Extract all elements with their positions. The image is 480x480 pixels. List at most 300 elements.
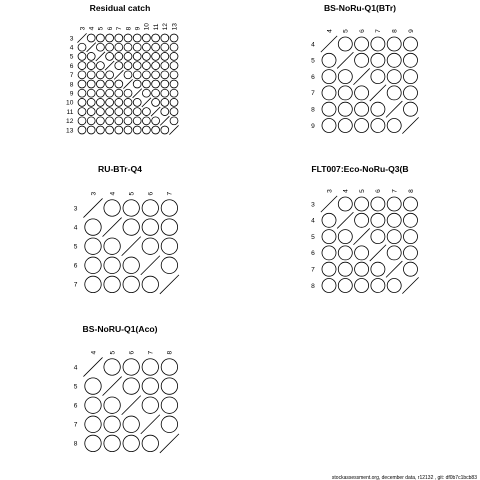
correlation-bubble — [371, 53, 385, 67]
correlation-bubble — [403, 70, 417, 84]
correlation-bubble — [403, 53, 417, 67]
correlation-bubble — [152, 34, 160, 42]
correlation-bubble — [124, 52, 132, 60]
correlation-bubble — [124, 117, 132, 125]
correlation-bubble — [152, 43, 160, 51]
x-tick-label: 7 — [391, 189, 399, 193]
correlation-bubble — [87, 52, 95, 60]
correlation-bubble — [355, 278, 369, 292]
correlation-bubble — [85, 238, 101, 254]
x-tick-label: 5 — [128, 191, 136, 196]
panel-bs-noru-q1-aco — [74, 324, 179, 453]
correlation-bubble — [96, 80, 104, 88]
correlation-bubble — [106, 126, 114, 134]
correlation-bubble — [161, 98, 169, 106]
correlation-bubble — [338, 102, 352, 116]
y-tick-label: 6 — [311, 250, 315, 258]
correlation-bubble — [115, 108, 123, 116]
correlation-bubble — [124, 98, 132, 106]
y-tick-label: 6 — [69, 62, 74, 70]
correlation-bubble — [403, 37, 417, 51]
correlation-bubble — [322, 213, 336, 227]
correlation-bubble — [322, 262, 336, 276]
x-tick-label: 4 — [342, 189, 350, 193]
correlation-bubble — [133, 34, 141, 42]
y-tick-label: 7 — [73, 281, 78, 289]
y-tick-label: 13 — [66, 127, 74, 135]
correlation-bubble — [161, 71, 169, 79]
correlation-bubble — [142, 62, 150, 70]
correlation-bubble — [355, 37, 369, 51]
y-tick-label: 12 — [66, 118, 74, 126]
correlation-bubble — [142, 117, 150, 125]
correlation-bubble — [403, 197, 417, 211]
correlation-bubble — [133, 117, 141, 125]
correlation-bubble — [96, 117, 104, 125]
correlation-bubble — [355, 86, 369, 100]
correlation-bubble — [142, 359, 158, 375]
diagonal-line — [402, 117, 418, 133]
correlation-bubble — [152, 98, 160, 106]
correlation-bubble — [115, 98, 123, 106]
correlation-bubble — [96, 43, 104, 51]
correlation-bubble — [161, 108, 169, 116]
correlation-bubble — [104, 435, 120, 451]
panel-title: BS-NoRu-Q1(BTr) — [323, 3, 397, 13]
x-tick-label: 10 — [143, 23, 151, 31]
correlation-bubble — [161, 238, 177, 254]
correlation-bubble — [115, 34, 123, 42]
diagonal-line — [142, 98, 151, 107]
correlation-bubble — [85, 416, 101, 432]
diagonal-line — [337, 52, 353, 68]
correlation-bubble — [387, 246, 401, 260]
correlation-bubble — [78, 71, 86, 79]
x-tick-label: 7 — [116, 26, 124, 31]
correlation-bubble — [322, 230, 336, 244]
correlation-bubble — [322, 278, 336, 292]
correlation-bubble — [387, 37, 401, 51]
correlation-bubble — [115, 62, 123, 70]
correlation-bubble — [338, 278, 352, 292]
panel-title: RU-BTr-Q4 — [98, 164, 142, 174]
correlation-bubble — [322, 118, 336, 132]
correlation-bubble — [161, 52, 169, 60]
correlation-bubble — [96, 34, 104, 42]
correlation-bubble — [78, 52, 86, 60]
correlation-bubble — [85, 397, 101, 413]
correlation-bubble — [161, 219, 177, 235]
correlation-bubble — [106, 80, 114, 88]
correlation-bubble — [152, 80, 160, 88]
correlation-bubble — [338, 37, 352, 51]
correlation-bubble — [403, 262, 417, 276]
correlation-bubble — [152, 89, 160, 97]
correlation-bubble — [87, 108, 95, 116]
x-tick-label: 4 — [88, 26, 96, 31]
correlation-bubble — [403, 86, 417, 100]
correlation-bubble — [104, 397, 120, 413]
y-tick-label: 4 — [311, 41, 315, 49]
x-tick-label: 7 — [166, 191, 174, 196]
y-tick-label: 8 — [73, 440, 78, 448]
correlation-bubble — [322, 86, 336, 100]
x-tick-label: 9 — [134, 26, 142, 31]
x-tick-label: 13 — [171, 23, 179, 31]
x-tick-label: 5 — [342, 29, 350, 33]
diagonal-line — [353, 228, 369, 244]
correlation-bubble — [152, 126, 160, 134]
correlation-bubble — [96, 71, 104, 79]
diagonal-line — [123, 79, 132, 88]
y-tick-label: 4 — [73, 364, 78, 372]
correlation-bubble — [104, 200, 120, 216]
correlation-bubble — [104, 416, 120, 432]
x-tick-label: 4 — [326, 29, 334, 33]
y-tick-label: 8 — [69, 81, 74, 89]
diagonal-line — [370, 245, 386, 261]
correlation-bubble — [78, 80, 86, 88]
correlation-bubble — [106, 98, 114, 106]
diagonal-line — [321, 36, 337, 52]
correlation-bubble — [161, 62, 169, 70]
y-tick-label: 5 — [311, 233, 315, 241]
x-tick-label: 8 — [391, 29, 399, 33]
y-tick-label: 3 — [73, 205, 78, 213]
correlation-bubble — [322, 70, 336, 84]
y-tick-label: 8 — [311, 282, 315, 290]
correlation-bubble — [106, 52, 114, 60]
correlation-bubble — [87, 89, 95, 97]
correlation-bubble — [96, 126, 104, 134]
diagonal-line — [160, 434, 179, 453]
panel-title: BS-NoRU-Q1(Aco) — [82, 324, 158, 334]
correlation-bubble — [170, 89, 178, 97]
correlation-bubble — [355, 102, 369, 116]
correlation-bubble — [161, 397, 177, 413]
x-tick-label: 5 — [358, 189, 366, 193]
y-tick-label: 5 — [311, 57, 315, 65]
correlation-bubble — [142, 219, 158, 235]
x-tick-label: 6 — [375, 189, 383, 193]
correlation-bubble — [133, 62, 141, 70]
correlation-bubble — [106, 34, 114, 42]
correlation-bubble — [115, 80, 123, 88]
correlation-bubble — [78, 108, 86, 116]
diagonal-line — [321, 196, 337, 212]
correlation-bubble — [355, 246, 369, 260]
correlation-bubble — [161, 200, 177, 216]
diagonal-line — [103, 218, 122, 237]
x-tick-label: 8 — [407, 189, 415, 193]
correlation-bubble — [338, 230, 352, 244]
correlation-bubble — [96, 62, 104, 70]
correlation-bubble — [78, 126, 86, 134]
y-tick-label: 6 — [73, 402, 78, 410]
correlation-bubble — [142, 34, 150, 42]
x-tick-label: 3 — [90, 191, 98, 196]
correlation-bubble — [170, 43, 178, 51]
correlation-bubble — [403, 102, 417, 116]
x-tick-label: 3 — [79, 26, 87, 31]
x-tick-label: 5 — [109, 350, 117, 355]
correlation-bubble — [161, 80, 169, 88]
correlation-bubble — [338, 197, 352, 211]
correlation-bubble — [322, 102, 336, 116]
correlation-bubble — [133, 71, 141, 79]
y-tick-label: 3 — [69, 35, 74, 43]
correlation-bubble — [87, 80, 95, 88]
x-tick-label: 5 — [97, 26, 105, 31]
y-tick-label: 10 — [66, 99, 74, 107]
correlation-bubble — [124, 126, 132, 134]
x-tick-label: 8 — [166, 350, 174, 355]
diagonal-line — [83, 357, 102, 376]
correlation-bubble — [387, 70, 401, 84]
correlation-bubble — [355, 118, 369, 132]
correlation-bubble — [371, 102, 385, 116]
y-tick-label: 11 — [66, 108, 74, 116]
y-tick-label: 6 — [73, 262, 78, 270]
panel-title: FLT007:Eco-NoRu-Q3(B — [311, 164, 409, 174]
correlation-bubble — [123, 416, 139, 432]
panel-title: Residual catch — [89, 3, 151, 13]
y-tick-label: 8 — [311, 106, 315, 114]
correlation-bubble — [87, 126, 95, 134]
correlation-bubble — [371, 70, 385, 84]
correlation-bubble — [142, 71, 150, 79]
correlation-bubble — [161, 378, 177, 394]
correlation-bubble — [371, 278, 385, 292]
correlation-bubble — [124, 34, 132, 42]
correlation-bubble — [152, 71, 160, 79]
diagonal-line — [402, 277, 418, 293]
diagonal-line — [87, 43, 96, 52]
correlation-bubble — [124, 43, 132, 51]
x-tick-label: 8 — [125, 26, 133, 31]
correlation-bubble — [161, 126, 169, 134]
correlation-bubble — [104, 238, 120, 254]
correlation-bubble — [371, 118, 385, 132]
correlation-bubble — [142, 52, 150, 60]
x-tick-label: 6 — [106, 26, 114, 31]
y-tick-label: 4 — [311, 217, 315, 225]
correlation-bubble — [124, 71, 132, 79]
correlation-bubble — [403, 230, 417, 244]
diagonal-line — [122, 237, 141, 256]
diagonal-line — [77, 33, 86, 42]
correlation-bubble — [123, 219, 139, 235]
correlation-bubble — [142, 80, 150, 88]
correlation-bubble — [133, 108, 141, 116]
correlation-bubble — [338, 70, 352, 84]
correlation-bubble — [133, 80, 141, 88]
correlation-bubble — [123, 359, 139, 375]
correlation-bubble — [355, 262, 369, 276]
correlation-bubble — [161, 34, 169, 42]
correlation-bubble — [142, 89, 150, 97]
x-tick-label: 12 — [162, 23, 170, 31]
correlation-bubble — [152, 62, 160, 70]
diagonal-line — [386, 101, 402, 117]
correlation-bubble — [371, 262, 385, 276]
x-tick-label: 3 — [326, 189, 334, 193]
correlation-bubble — [115, 117, 123, 125]
correlation-bubble — [170, 108, 178, 116]
correlation-bubble — [170, 52, 178, 60]
correlation-bubble — [170, 62, 178, 70]
panel-residual-catch — [66, 3, 179, 135]
diagonal-line — [151, 107, 160, 116]
x-tick-label: 4 — [90, 350, 98, 355]
correlation-bubble — [96, 98, 104, 106]
y-tick-label: 3 — [311, 201, 315, 209]
diagonal-line — [122, 396, 141, 415]
correlation-bubble — [78, 98, 86, 106]
correlation-bubble — [133, 43, 141, 51]
correlation-bubble — [161, 359, 177, 375]
correlation-bubble — [170, 117, 178, 125]
correlation-bubble — [387, 118, 401, 132]
correlation-bubble — [115, 43, 123, 51]
diagonal-line — [386, 261, 402, 277]
correlation-bubble — [170, 80, 178, 88]
diagonal-line — [353, 68, 369, 84]
correlation-bubble — [106, 108, 114, 116]
correlation-bubble — [104, 257, 120, 273]
correlation-bubble — [106, 71, 114, 79]
correlation-bubble — [115, 126, 123, 134]
correlation-bubble — [133, 98, 141, 106]
x-tick-label: 6 — [358, 29, 366, 33]
y-tick-label: 7 — [73, 421, 78, 429]
correlation-bubble — [85, 378, 101, 394]
y-tick-label: 7 — [311, 90, 315, 98]
panel-flt007-eco-noru-q3 — [311, 164, 418, 294]
correlation-bubble — [133, 52, 141, 60]
correlation-bubble — [85, 276, 101, 292]
correlation-bubble — [152, 52, 160, 60]
correlation-bubble — [96, 108, 104, 116]
correlation-bubble — [87, 71, 95, 79]
correlation-bubble — [142, 200, 158, 216]
panel-ru-btr-q4 — [74, 164, 179, 294]
panel-bs-noru-q1-btr — [311, 3, 418, 134]
diagonal-line — [370, 85, 386, 101]
y-tick-label: 5 — [73, 383, 78, 391]
correlation-bubble — [338, 118, 352, 132]
correlation-bubble — [387, 53, 401, 67]
y-tick-label: 7 — [311, 266, 315, 274]
y-tick-label: 4 — [73, 224, 78, 232]
correlation-bubble — [152, 117, 160, 125]
correlation-bubble — [170, 98, 178, 106]
correlation-bubble — [124, 89, 132, 97]
correlation-bubble — [96, 89, 104, 97]
correlation-bubble — [78, 62, 86, 70]
correlation-bubble — [387, 278, 401, 292]
correlation-bubble — [115, 89, 123, 97]
correlation-bubble — [123, 435, 139, 451]
correlation-bubble — [124, 108, 132, 116]
x-tick-label: 11 — [152, 23, 160, 31]
correlation-bubble — [142, 238, 158, 254]
correlation-bubble — [142, 435, 158, 451]
correlation-bubble — [161, 257, 177, 273]
correlation-bubble — [387, 230, 401, 244]
correlation-bubble — [161, 43, 169, 51]
correlation-bubble — [106, 43, 114, 51]
correlation-bubble — [123, 276, 139, 292]
correlation-bubble — [104, 359, 120, 375]
correlation-bubble — [371, 230, 385, 244]
correlation-bubble — [133, 126, 141, 134]
y-tick-label: 6 — [311, 73, 315, 81]
diagonal-line — [96, 52, 105, 61]
diagonal-line — [160, 116, 169, 125]
correlation-bubble — [78, 117, 86, 125]
correlation-bubble — [115, 52, 123, 60]
diagonal-line — [141, 415, 160, 434]
correlation-bubble — [355, 197, 369, 211]
correlation-bubble — [123, 378, 139, 394]
correlation-bubble — [124, 62, 132, 70]
x-tick-label: 4 — [109, 191, 117, 196]
correlation-bubble — [338, 86, 352, 100]
y-tick-label: 7 — [69, 72, 74, 80]
correlation-bubble — [387, 197, 401, 211]
correlation-bubble — [78, 89, 86, 97]
x-tick-label: 7 — [147, 350, 155, 355]
correlation-bubble — [106, 117, 114, 125]
diagonal-line — [141, 256, 160, 275]
correlation-bubble — [322, 53, 336, 67]
correlation-bubble — [123, 200, 139, 216]
y-tick-label: 9 — [69, 90, 74, 98]
correlation-bubble — [87, 34, 95, 42]
correlation-bubble — [142, 126, 150, 134]
correlation-bubble — [371, 197, 385, 211]
y-tick-label: 5 — [69, 53, 74, 61]
correlation-bubble — [87, 98, 95, 106]
correlation-bubble — [355, 213, 369, 227]
correlation-bubble — [387, 86, 401, 100]
correlation-bubble — [78, 43, 86, 51]
correlation-bubble — [104, 276, 120, 292]
correlation-bubble — [338, 262, 352, 276]
correlation-bubble — [161, 416, 177, 432]
correlation-bubble — [85, 257, 101, 273]
correlation-bubble — [87, 62, 95, 70]
correlation-bubble — [338, 246, 352, 260]
correlation-bubble — [170, 34, 178, 42]
correlation-bubble — [355, 53, 369, 67]
correlation-bubble — [142, 276, 158, 292]
correlation-bubble — [161, 89, 169, 97]
correlation-bubble — [322, 246, 336, 260]
diagonal-line — [114, 70, 123, 79]
correlation-bubble — [371, 213, 385, 227]
correlation-bubble — [142, 108, 150, 116]
x-tick-label: 6 — [147, 191, 155, 196]
correlation-bubble — [106, 89, 114, 97]
correlation-bubble — [87, 117, 95, 125]
correlation-bubble — [170, 71, 178, 79]
correlation-bubble — [85, 219, 101, 235]
x-tick-label: 7 — [375, 29, 383, 33]
correlation-bubble — [142, 43, 150, 51]
y-tick-label: 9 — [311, 122, 315, 130]
